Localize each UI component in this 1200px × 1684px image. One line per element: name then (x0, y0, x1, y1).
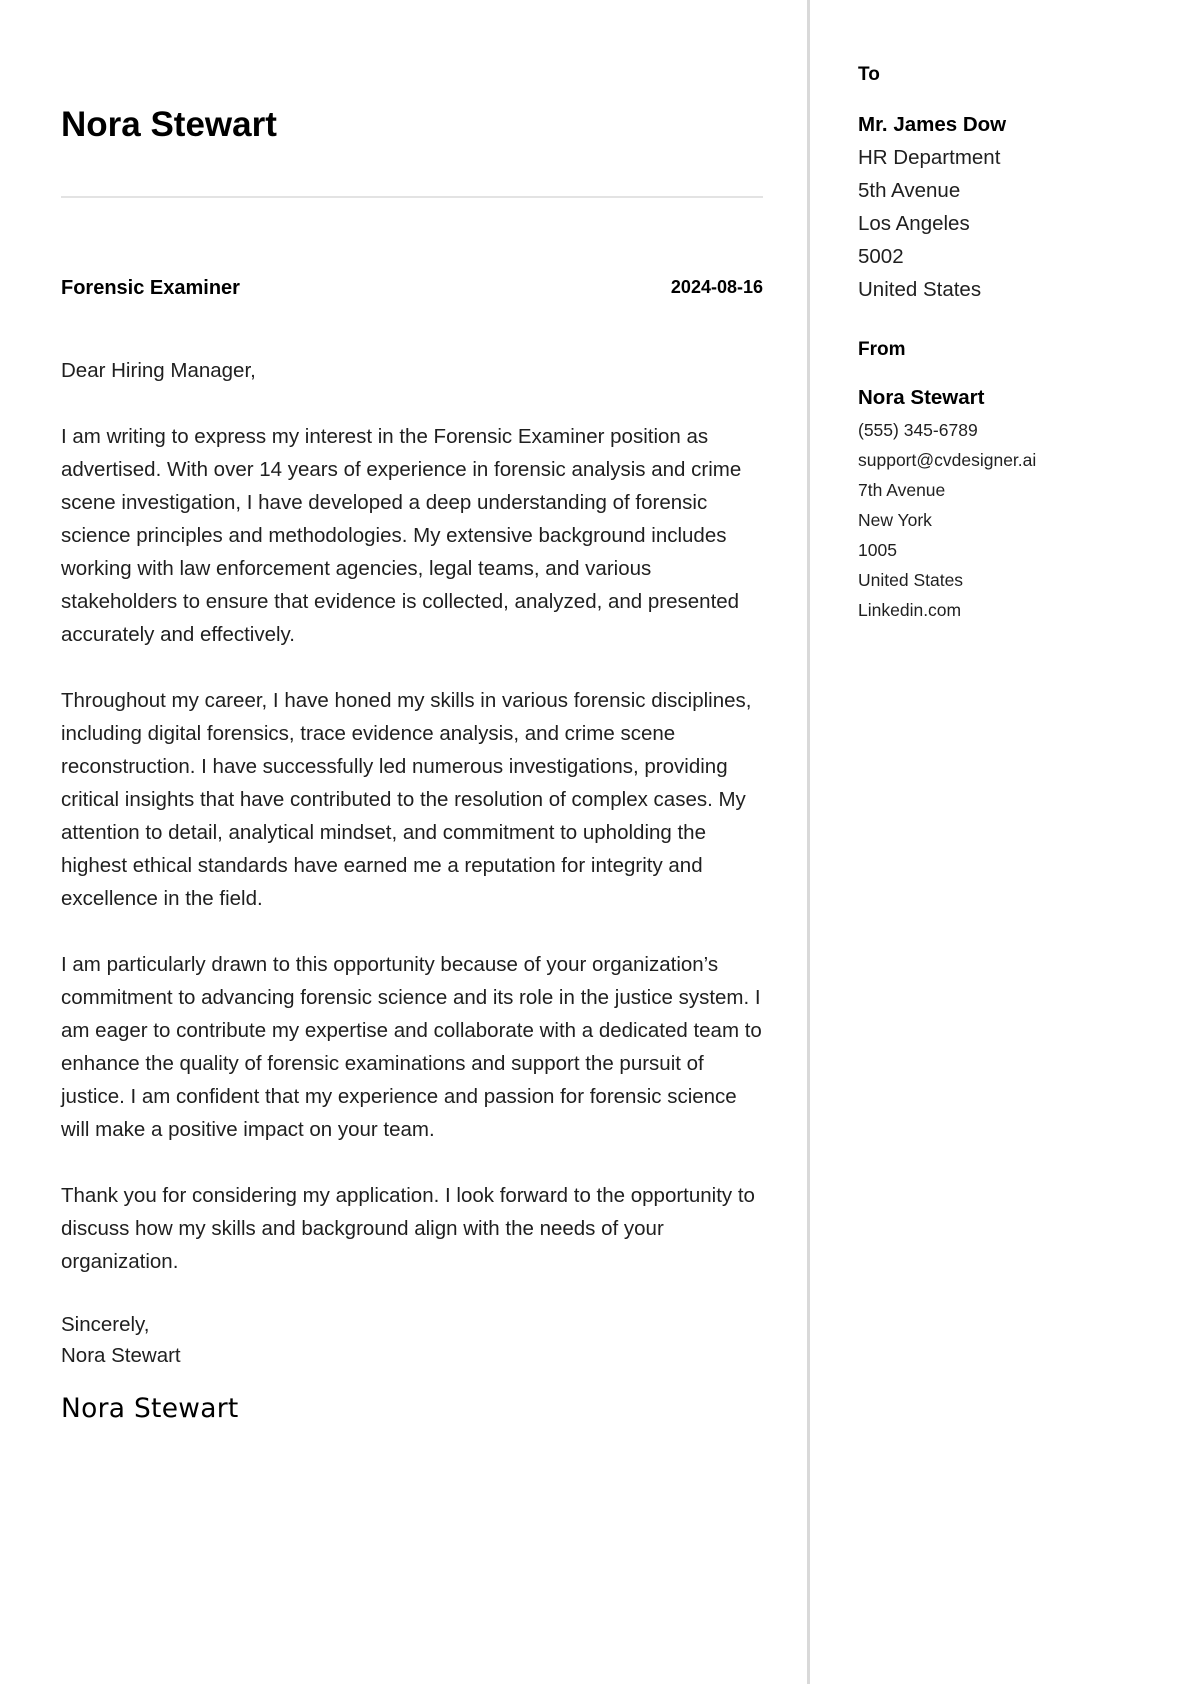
from-heading: From (858, 339, 906, 360)
sender-street: 7th Avenue (858, 480, 946, 500)
sender-details (858, 383, 1036, 625)
sender-name: Nora Stewart (858, 386, 985, 409)
sender-website: Linkedin.com (858, 600, 962, 620)
letter-closing (61, 1309, 181, 1371)
body-paragraph-1: I am writing to express my interest in the Forensic Examiner position as advertised. With over 14 years of experience in forensic analysis and crime scene investigation, I have developed a deep understanding of forensic science principles and methodologies. My extensive background includes working with law enforcement agencies, legal teams, and various stakeholders to ensure that evidence is collected, analyzed, and presented accurately and effectively. (61, 425, 742, 646)
body-paragraph-2: Throughout my career, I have honed my skills in various forensic disciplines, including digital forensics, trace evidence analysis, and crime scene reconstruction. I have successfully led numerous investigations, providing critical insights that have contributed to the resolution of complex cases. My attention to detail, analytical mindset, and commitment to upholding the highest ethical standards have earned me a reputation for integrity and excellence in the field. (61, 689, 752, 910)
recipient-postal-code: 5002 (858, 245, 904, 268)
recipient-country: United States (858, 278, 982, 301)
closing-name: Nora Stewart (61, 1344, 181, 1367)
closing-phrase: Sincerely, (61, 1313, 150, 1336)
salutation: Dear Hiring Manager, (61, 359, 256, 382)
job-title: Forensic Examiner (61, 277, 240, 299)
letter-body (61, 354, 763, 1311)
applicant-name: Nora Stewart (61, 105, 277, 144)
sender-email: support@cvdesigner.ai (858, 450, 1037, 470)
to-heading: To (858, 64, 880, 85)
recipient-department: HR Department (858, 146, 1001, 169)
header-divider (61, 196, 763, 198)
body-paragraph-4: Thank you for considering my application. I look forward to the opportunity to discuss how my skills and background align with the needs of your organization. (61, 1184, 755, 1273)
body-paragraph-3: I am particularly drawn to this opportunity because of your organization’s commitment to advancing forensic science and its role in the justice system. I am eager to contribute my expertise and collaborate with a dedicated team to enhance the quality of forensic examinations and support the pursuit of justice. I am confident that my experience and passion for forensic science will make a positive impact on your team. (61, 953, 762, 1141)
sender-phone: (555) 345-6789 (858, 420, 978, 440)
column-divider (807, 0, 810, 1684)
recipient-address (858, 108, 1006, 306)
handwritten-signature: Nora Stewart (61, 1393, 239, 1424)
letter-date: 2024-08-16 (670, 277, 763, 297)
sender-city: New York (858, 510, 932, 530)
sender-country: United States (858, 570, 964, 590)
sender-postal-code: 1005 (858, 540, 897, 560)
recipient-street: 5th Avenue (858, 179, 961, 202)
recipient-name: Mr. James Dow (858, 113, 1007, 136)
recipient-city: Los Angeles (858, 212, 970, 235)
